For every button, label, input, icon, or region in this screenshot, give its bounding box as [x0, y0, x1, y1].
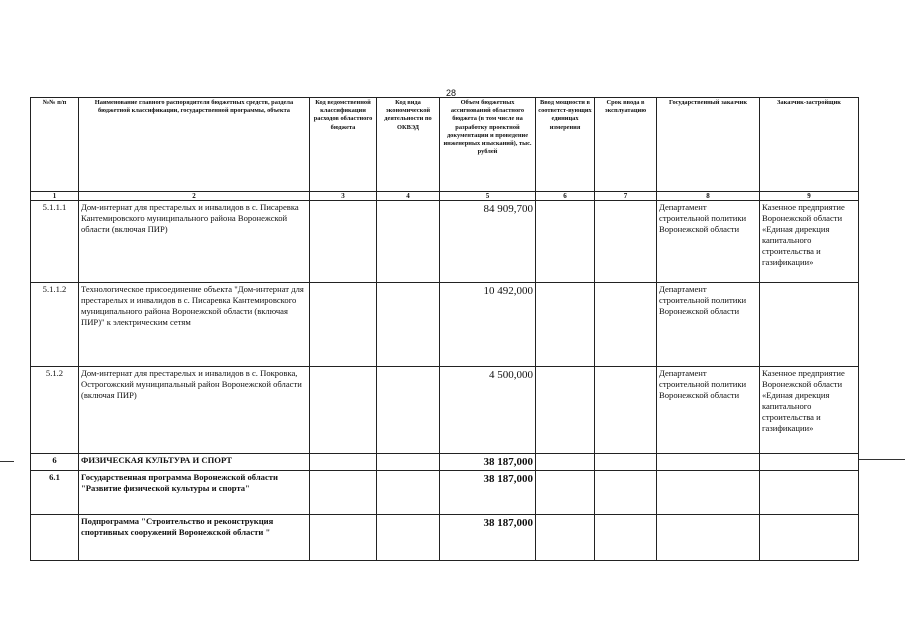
- column-number: 7: [595, 192, 657, 201]
- row-capacity: [536, 454, 595, 471]
- header-row: [31, 98, 859, 192]
- header-developer: Заказчик-застройщик: [760, 98, 859, 192]
- column-number: 6: [536, 192, 595, 201]
- column-number: 9: [760, 192, 859, 201]
- subprogram-row: [31, 515, 859, 561]
- row-commission-date: [595, 283, 657, 367]
- row-number: 5.1.1.2: [31, 283, 79, 367]
- column-number: 4: [377, 192, 440, 201]
- row-developer: [760, 471, 859, 515]
- header-department-code: Код ведомственной классификации расходов областного бюджета: [310, 98, 377, 192]
- row-amount: 10 492,000: [440, 283, 536, 367]
- row-name: Дом-интернат для престарелых и инвалидов в с. Покровка, Острогожский муниципальный район Воронежской области (включая ПИР): [79, 367, 310, 454]
- section-row: [31, 454, 859, 471]
- row-capacity: [536, 201, 595, 283]
- row-name: Дом-интернат для престарелых и инвалидов в с. Писаревка Кантемировского муниципального района Воронежской области (включая ПИР): [79, 201, 310, 283]
- row-amount: 4 500,000: [440, 367, 536, 454]
- row-capacity: [536, 283, 595, 367]
- row-name: Подпрограмма "Строительство и реконструкция спортивных сооружений Воронежской области ": [79, 515, 310, 561]
- row-state-customer: Департамент строительной политики Воронежской области: [657, 367, 760, 454]
- column-number: 5: [440, 192, 536, 201]
- column-number: 8: [657, 192, 760, 201]
- row-state-customer: Департамент строительной политики Воронежской области: [657, 283, 760, 367]
- row-department-code: [310, 471, 377, 515]
- program-row: [31, 471, 859, 515]
- row-amount: 38 187,000: [440, 454, 536, 471]
- row-developer: Казенное предприятие Воронежской области «Единая дирекция капитального строительства и газификации»: [760, 367, 859, 454]
- row-name: Государственная программа Воронежской области "Развитие физической культуры и спорта": [79, 471, 310, 515]
- row-capacity: [536, 367, 595, 454]
- budget-table: [30, 97, 859, 561]
- row-department-code: [310, 201, 377, 283]
- column-number-row: [31, 192, 859, 201]
- row-capacity: [536, 471, 595, 515]
- row-state-customer: [657, 454, 760, 471]
- row-developer: [760, 454, 859, 471]
- row-commission-date: [595, 367, 657, 454]
- row-department-code: [310, 283, 377, 367]
- row-okved-code: [377, 471, 440, 515]
- row-department-code: [310, 367, 377, 454]
- row-developer: [760, 515, 859, 561]
- header-okved-code: Код вида экономической деятельности по ОКВЭД: [377, 98, 440, 192]
- row-department-code: [310, 515, 377, 561]
- column-number: 3: [310, 192, 377, 201]
- row-commission-date: [595, 515, 657, 561]
- row-number: 6: [31, 454, 79, 471]
- row-commission-date: [595, 201, 657, 283]
- row-okved-code: [377, 367, 440, 454]
- page-number: 28: [446, 88, 457, 98]
- column-number: 2: [79, 192, 310, 201]
- row-okved-code: [377, 283, 440, 367]
- column-number: 1: [31, 192, 79, 201]
- row-name: ФИЗИЧЕСКАЯ КУЛЬТУРА И СПОРТ: [79, 454, 310, 471]
- row-number: 5.1.1.1: [31, 201, 79, 283]
- row-amount: 38 187,000: [440, 471, 536, 515]
- table-row: [31, 283, 859, 367]
- scan-artifact-line-left: [0, 461, 14, 462]
- row-commission-date: [595, 471, 657, 515]
- row-number: [31, 515, 79, 561]
- row-state-customer: [657, 515, 760, 561]
- table-row: [31, 367, 859, 454]
- row-commission-date: [595, 454, 657, 471]
- row-number: 5.1.2: [31, 367, 79, 454]
- scan-artifact-line-right: [858, 459, 905, 460]
- row-number: 6.1: [31, 471, 79, 515]
- table-row: [31, 201, 859, 283]
- header-state-customer: Государственный заказчик: [657, 98, 760, 192]
- row-department-code: [310, 454, 377, 471]
- header-capacity: Ввод мощности в соответст-вующих единицах измерения: [536, 98, 595, 192]
- row-okved-code: [377, 454, 440, 471]
- row-state-customer: [657, 471, 760, 515]
- row-name: Технологическое присоединение объекта "Дом-интернат для престарелых и инвалидов в с. Писаревка Кантемировского муниципального района Воронежской области (включая ПИР)" к электрическим сетям: [79, 283, 310, 367]
- row-amount: 84 909,700: [440, 201, 536, 283]
- row-developer: Казенное предприятие Воронежской области «Единая дирекция капитального строительства и газификации»: [760, 201, 859, 283]
- row-developer: [760, 283, 859, 367]
- row-capacity: [536, 515, 595, 561]
- row-okved-code: [377, 515, 440, 561]
- row-okved-code: [377, 201, 440, 283]
- row-state-customer: Департамент строительной политики Воронежской области: [657, 201, 760, 283]
- header-number: №№ п/п: [31, 98, 79, 192]
- header-name: Наименование главного распорядителя бюджетных средств, раздела бюджетной классификации, государственной программы, объекта: [79, 98, 310, 192]
- header-commission-date: Срок ввода в эксплуатацию: [595, 98, 657, 192]
- header-budget-amount: Объем бюджетных ассигнований областного бюджета (в том числе на разработку проектной документации и проведение инженерных изысканий), тыс. рублей: [440, 98, 536, 192]
- row-amount: 38 187,000: [440, 515, 536, 561]
